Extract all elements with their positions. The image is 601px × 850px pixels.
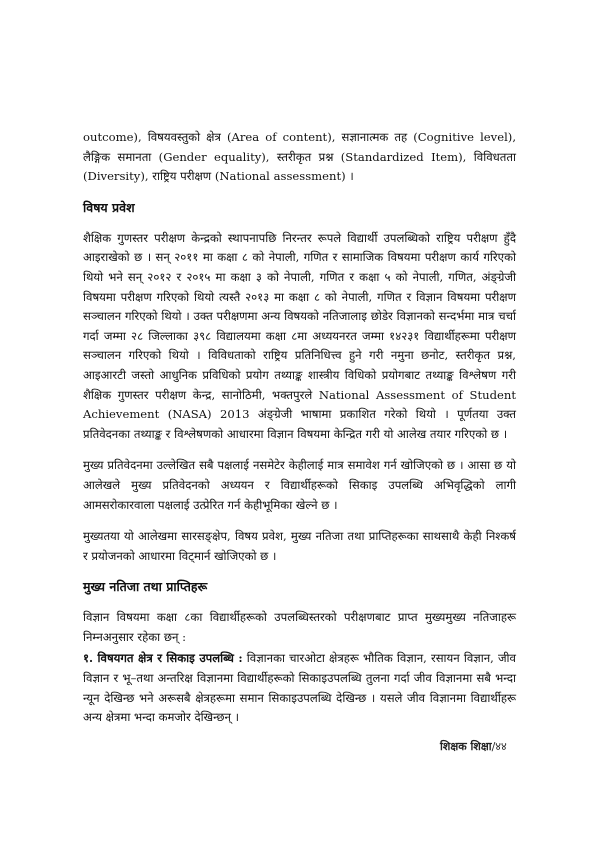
section-heading-main-findings: मुख्य नतिजा तथा प्राप्तिहरू bbox=[83, 579, 208, 595]
page-number: ४४ bbox=[495, 740, 507, 753]
journal-name: शिक्षक शिक्षा bbox=[440, 740, 492, 753]
document-body bbox=[83, 128, 516, 728]
paragraph: मुख्यतया यो आलेखमा सारसङ्क्षेप, विषय प्रवेश, मुख्य नतिजा तथा प्राप्तिहरूका साथसाथै केही निश्कर्ष र प्रयोजनको आधारमा विट्मार्न खोजिएको छ । bbox=[83, 529, 516, 563]
finding-item bbox=[83, 649, 516, 727]
finding-label: १. विषयगत क्षेत्र र सिकाइ उपलब्धि : bbox=[83, 651, 243, 666]
intro-continuation: outcome), विषयवस्तुको क्षेत्र (Area of content), सज्ञानात्मक तह (Cognitive level), लैङ्गिक समानता (Gender equality), स्तरीकृत प्रश्न (Standardized Item), विविधतता (Diversity), राष्ट्रिय परीक्षण (National assessment) । bbox=[83, 130, 516, 184]
section-heading-introduction: विषय प्रवेश bbox=[83, 199, 135, 215]
findings-intro: विज्ञान विषयमा कक्षा ८का विद्यार्थीहरूको उपलब्धिस्तरको परीक्षणबाट प्राप्त मुख्यमुख्य नतिजाहरू निम्नअनुसार रहेका छन् : bbox=[83, 610, 516, 644]
paragraph: मुख्य प्रतिवेदनमा उल्लेखित सबै पक्षलाई नसमेटेर केहीलाई मात्र समावेश गर्न खोजिएको छ । आसा छ यो आलेखले मुख्य प्रतिवेदनको अध्ययन र विद्यार्थीहरूको सिकाइ उपलब्धि अभिवृद्धिको लागी आमसरोकारवाला पक्षलाई उत्प्रेरित गर्न केहीभूमिका खेल्ने छ । bbox=[83, 458, 516, 512]
page-footer bbox=[440, 739, 507, 754]
footer-separator: / bbox=[491, 740, 496, 753]
finding-text: विज्ञानका चारओटा क्षेत्रहरू भौतिक विज्ञान, रसायन विज्ञान, जीव विज्ञान र भू–तथा अन्तरिक्ष विज्ञानमा विद्यार्थीहरूको सिकाइउपलब्धि तुलना गर्दा जीव विज्ञानमा सबै भन्दा न्यून देखिन्छ भने अरूसबै क्षेत्रहरूमा समान सिकाइउपलब्धि देखिन्छ । यसले जीव विज्ञानमा विद्यार्थीहरू अन्य क्षेत्रमा भन्दा कमजोर देखिन्छन् । bbox=[83, 651, 517, 725]
paragraph: शैक्षिक गुणस्तर परीक्षण केन्द्रको स्थापनापछि निरन्तर रूपले विद्यार्थी उपलब्धिको राष्ट्रिय परीक्षण हुँदै आइराखेको छ । सन् २०११ मा कक्षा ८ को नेपाली, गणित र सामाजिक विषयमा परीक्षण कार्य गरिएको थियो भने सन् २०१२ र २०१५ मा कक्षा ३ को नेपाली, गणित र कक्षा ५ को नेपाली, गणित, अंङ्ग्रेजी विषयमा परीक्षण गरिएको थियो त्यस्तै २०१३ मा कक्षा ८ को नेपाली, गणित र विज्ञान विषयमा परीक्षण सञ्चालन गरिएको थियो । उक्त परीक्षणमा अन्य विषयको नतिजालाइ छोडेर विज्ञानको सन्दर्भमा मात्र चर्चा गर्दा जम्मा २८ जिल्लाका ३९८ विद्यालयमा कक्षा ८मा अध्ययनरत जम्मा १४२३१ विद्यार्थीहरूमा परीक्षण सञ्चालन गरिएको थियो । विविधताको राष्ट्रिय प्रतिनिधित्त्व हुने गरी नमुना छनोट, स्तरीकृत प्रश्न, आइआरटी जस्तो आधुनिक प्रविधिको प्रयोग तथ्याङ्क शास्त्रीय विधिको प्रयोगबाट तथ्याङ्क विश्लेषण गरी शैक्षिक गुणस्तर परीक्षण केन्द्र, सानोठिमी, भक्तपुरले National Assessment of Student Achievement (NASA) 2013 अंङ्ग्रेजी भाषामा प्रकाशित गरेको थियो । पूर्णतया उक्त प्रतिवेदनका तथ्याङ्क र विश्लेषणको आधारमा विज्ञान विषयमा केन्द्रित गरी यो आलेख तयार गरिएको छ । bbox=[83, 230, 516, 441]
